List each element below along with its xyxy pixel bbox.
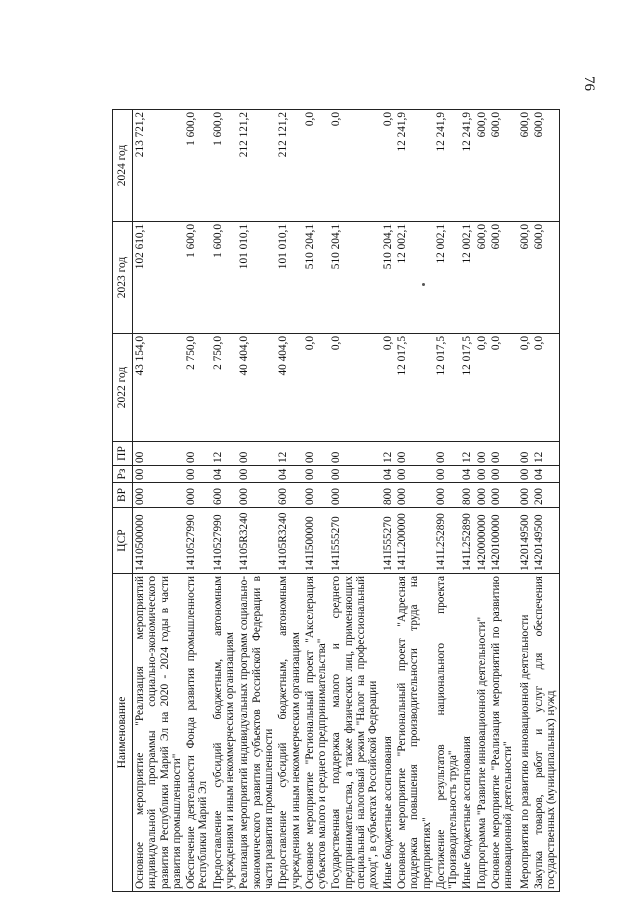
cell-csr: 141I555270 — [329, 508, 380, 574]
cell-2022: 2 750,0 — [211, 334, 238, 442]
cell-rz: 00 — [237, 466, 276, 483]
header-pr: ПР — [113, 442, 133, 466]
budget-table-rotated — [112, 110, 639, 892]
cell-pr: 00 — [475, 442, 489, 466]
cell-vr: 000 — [329, 483, 380, 508]
cell-2023: 102 610,1 — [133, 222, 185, 334]
cell-csr: 141L252890 — [460, 508, 474, 574]
cell-2022: 12 017,5 — [434, 334, 461, 442]
cell-pr: 00 — [434, 442, 461, 466]
cell-2022: 40 404,0 — [276, 334, 303, 442]
cell-rz: 00 — [329, 466, 380, 483]
cell-vr: 200 — [532, 483, 559, 508]
cell-csr: 14105R3240 — [276, 508, 303, 574]
cell-name: Основное мероприятие "Региональный проект "Адресная поддержка повышения производительности труда на предприятиях" — [395, 574, 434, 892]
cell-name: Государственная поддержка малого и среднего предпринимательства, а также физических лиц, применяющих специальный налоговый режим "Налог на профессиональный доход", в субъектах Российской Федерации — [329, 574, 380, 892]
cell-2024: 12 241,9 — [395, 110, 434, 222]
cell-2023: 600,0 — [516, 222, 532, 334]
cell-vr: 800 — [381, 483, 395, 508]
cell-2022: 2 750,0 — [184, 334, 211, 442]
cell-2023: 600,0 — [475, 222, 489, 334]
cell-2024: 213 721,2 — [133, 110, 185, 222]
header-rz: Рз — [113, 466, 133, 483]
table-row — [276, 110, 303, 892]
cell-2024: 0,0 — [303, 110, 330, 222]
cell-2022: 0,0 — [303, 334, 330, 442]
cell-2023: 600,0 — [532, 222, 559, 334]
table-row — [237, 110, 276, 892]
cell-2024: 600,0 — [516, 110, 532, 222]
cell-rz: 04 — [211, 466, 238, 483]
cell-csr: 1410500000 — [133, 508, 185, 574]
cell-2024: 600,0 — [489, 110, 516, 222]
cell-rz: 00 — [475, 466, 489, 483]
cell-2023: 12 002,1 — [460, 222, 474, 334]
cell-csr: 141L252890 — [434, 508, 461, 574]
cell-csr: 141I555270 — [381, 508, 395, 574]
header-2024: 2024 год — [113, 110, 133, 222]
cell-pr: 00 — [516, 442, 532, 466]
cell-csr: 141L200000 — [395, 508, 434, 574]
cell-2022: 0,0 — [489, 334, 516, 442]
header-name: Наименование — [113, 574, 133, 892]
cell-2023: 600,0 — [489, 222, 516, 334]
table-row — [184, 110, 211, 892]
cell-2023: 12 002,1 — [434, 222, 461, 334]
cell-vr: 000 — [237, 483, 276, 508]
table-row — [460, 110, 474, 892]
cell-2024: 12 241,9 — [434, 110, 461, 222]
cell-name: Основное мероприятие "Реализация мероприятий индивидуальной программы социально-экономического развития Республики Марий Эл на 2020 - 2024 годы в части развития промышленности" — [133, 574, 185, 892]
table-row — [395, 110, 434, 892]
table-row — [434, 110, 461, 892]
cell-2022: 12 017,5 — [395, 334, 434, 442]
cell-2024: 0,0 — [381, 110, 395, 222]
cell-name: Закупка товаров, работ и услуг для обеспечения государственных (муниципальных) нужд — [532, 574, 559, 892]
cell-name: Предоставление субсидий бюджетным, автономным учреждениям и иным некоммерческим организациям — [276, 574, 303, 892]
cell-vr: 000 — [133, 483, 185, 508]
table-body — [133, 110, 560, 892]
cell-name: Реализация мероприятий индивидуальных программ социально-экономического развития субъектов Российской Федерации в части развития промышленности — [237, 574, 276, 892]
cell-2023: 1 600,0 — [211, 222, 238, 334]
cell-rz: 00 — [184, 466, 211, 483]
cell-rz: 00 — [395, 466, 434, 483]
header-csr: ЦСР — [113, 508, 133, 574]
cell-2022: 0,0 — [381, 334, 395, 442]
cell-pr: 12 — [460, 442, 474, 466]
cell-name: Мероприятия по развитию инновационной деятельности — [516, 574, 532, 892]
header-2022: 2022 год — [113, 334, 133, 442]
cell-csr: 1420000000 — [475, 508, 489, 574]
cell-2023: 510 204,1 — [329, 222, 380, 334]
cell-vr: 000 — [516, 483, 532, 508]
cell-csr: 1420100000 — [489, 508, 516, 574]
cell-2022: 0,0 — [516, 334, 532, 442]
cell-pr: 12 — [276, 442, 303, 466]
table-row — [532, 110, 559, 892]
cell-2022: 0,0 — [532, 334, 559, 442]
cell-rz: 00 — [434, 466, 461, 483]
table-row — [211, 110, 238, 892]
cell-2024: 600,0 — [475, 110, 489, 222]
cell-2022: 0,0 — [329, 334, 380, 442]
table-row — [133, 110, 185, 892]
cell-csr: 1410527990 — [184, 508, 211, 574]
cell-pr: 12 — [381, 442, 395, 466]
cell-csr: 14105R3240 — [237, 508, 276, 574]
budget-table — [112, 109, 560, 892]
cell-rz: 00 — [133, 466, 185, 483]
cell-2023: 1 600,0 — [184, 222, 211, 334]
cell-2024: 1 600,0 — [184, 110, 211, 222]
cell-2022: 40 404,0 — [237, 334, 276, 442]
cell-rz: 04 — [532, 466, 559, 483]
cell-vr: 600 — [211, 483, 238, 508]
cell-2023: 510 204,1 — [381, 222, 395, 334]
cell-2022: 12 017,5 — [460, 334, 474, 442]
cell-name: Обеспечение деятельности Фонда развития промышленности Республики Марий Эл — [184, 574, 211, 892]
cell-pr: 00 — [395, 442, 434, 466]
cell-rz: 04 — [460, 466, 474, 483]
cell-vr: 000 — [184, 483, 211, 508]
cell-rz: 00 — [489, 466, 516, 483]
cell-vr: 000 — [475, 483, 489, 508]
table-row — [329, 110, 380, 892]
cell-vr: 600 — [276, 483, 303, 508]
header-vr: ВР — [113, 483, 133, 508]
cell-vr: 000 — [489, 483, 516, 508]
cell-name: Достижение результатов национального проекта "Производительность труда" — [434, 574, 461, 892]
cell-rz: 04 — [276, 466, 303, 483]
cell-csr: 1410527990 — [211, 508, 238, 574]
page-number: 76 — [581, 76, 597, 91]
table-row — [303, 110, 330, 892]
cell-2023: 510 204,1 — [303, 222, 330, 334]
cell-2024: 212 121,2 — [237, 110, 276, 222]
cell-csr: 1420149500 — [532, 508, 559, 574]
cell-2024: 1 600,0 — [211, 110, 238, 222]
cell-csr: 1420149500 — [516, 508, 532, 574]
cell-2022: 0,0 — [475, 334, 489, 442]
cell-pr: 12 — [211, 442, 238, 466]
cell-csr: 141I500000 — [303, 508, 330, 574]
cell-2022: 43 154,0 — [133, 334, 185, 442]
cell-name: Предоставление субсидий бюджетным, автономным учреждениям и иным некоммерческим организациям — [211, 574, 238, 892]
cell-name: Иные бюджетные ассигнования — [460, 574, 474, 892]
cell-2024: 212 121,2 — [276, 110, 303, 222]
cell-pr: 00 — [489, 442, 516, 466]
cell-name: Основное мероприятие "Региональный проект "Акселерация субъектов малого и среднего предпринимательства" — [303, 574, 330, 892]
cell-2024: 0,0 — [329, 110, 380, 222]
cell-vr: 000 — [395, 483, 434, 508]
cell-pr: 00 — [303, 442, 330, 466]
table-row — [516, 110, 532, 892]
cell-rz: 00 — [516, 466, 532, 483]
table-row — [381, 110, 395, 892]
cell-2024: 600,0 — [532, 110, 559, 222]
cell-name: Основное мероприятие "Реализация мероприятий по развитию инновационной деятельности" — [489, 574, 516, 892]
cell-vr: 800 — [460, 483, 474, 508]
cell-pr: 00 — [237, 442, 276, 466]
table-header-row — [113, 110, 133, 892]
cell-vr: 000 — [303, 483, 330, 508]
cell-rz: 00 — [303, 466, 330, 483]
table-row — [475, 110, 489, 892]
cell-rz: 04 — [381, 466, 395, 483]
cell-2023: 12 002,1 — [395, 222, 434, 334]
cell-2023: 101 010,1 — [237, 222, 276, 334]
cell-pr: 12 — [532, 442, 559, 466]
cell-pr: 00 — [133, 442, 185, 466]
cell-2024: 12 241,9 — [460, 110, 474, 222]
cell-name: Иные бюджетные ассигнования — [381, 574, 395, 892]
header-2023: 2023 год — [113, 222, 133, 334]
cell-2023: 101 010,1 — [276, 222, 303, 334]
cell-vr: 000 — [434, 483, 461, 508]
table-row — [489, 110, 516, 892]
cell-name: Подпрограмма "Развитие инновационной деятельности" — [475, 574, 489, 892]
cell-pr: 00 — [329, 442, 380, 466]
cell-pr: 00 — [184, 442, 211, 466]
